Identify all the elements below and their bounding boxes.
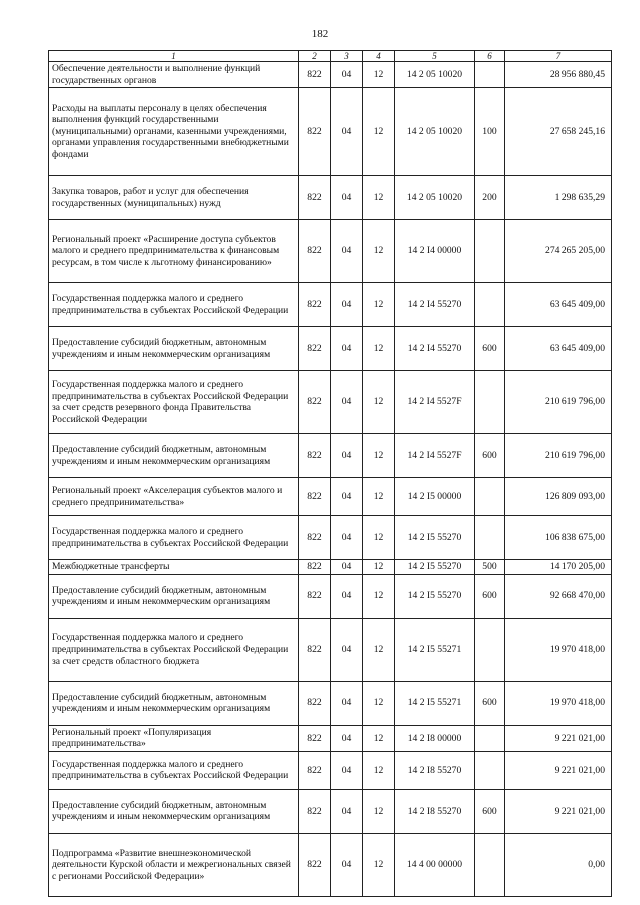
table-row: [49, 789, 612, 833]
row-target-article: 14 2 I4 5527F: [395, 434, 475, 478]
table-row: [49, 283, 612, 327]
header-row: [49, 51, 612, 62]
row-name: Предоставление субсидий бюджетным, автономным учреждениям и иным некоммерческим организациям: [49, 681, 299, 725]
row-name: Закупка товаров, работ и услуг для обеспечения государственных (муниципальных) нужд: [49, 176, 299, 220]
row-expense-type: [475, 516, 505, 560]
row-expense-type: 600: [475, 327, 505, 371]
row-amount: 9 221 021,00: [505, 725, 612, 751]
row-amount: 14 170 205,00: [505, 560, 612, 575]
row-section: 04: [331, 327, 363, 371]
row-admin-code: 822: [299, 88, 331, 176]
table-row: [49, 62, 612, 88]
row-admin-code: 822: [299, 560, 331, 575]
row-subsection: 12: [363, 478, 395, 516]
row-subsection: 12: [363, 176, 395, 220]
header-cell: 7: [505, 51, 612, 62]
table-row: [49, 618, 612, 681]
row-amount: 9 221 021,00: [505, 751, 612, 789]
row-subsection: 12: [363, 681, 395, 725]
table-row: [49, 833, 612, 896]
row-target-article: 14 2 I4 55270: [395, 283, 475, 327]
row-admin-code: 822: [299, 833, 331, 896]
row-expense-type: [475, 478, 505, 516]
row-target-article: 14 2 I5 55270: [395, 560, 475, 575]
row-admin-code: 822: [299, 516, 331, 560]
header-cell: 1: [49, 51, 299, 62]
row-expense-type: [475, 618, 505, 681]
row-expense-type: [475, 371, 505, 434]
table-row: [49, 681, 612, 725]
row-admin-code: 822: [299, 574, 331, 618]
row-target-article: 14 2 I4 5527F: [395, 371, 475, 434]
row-section: 04: [331, 516, 363, 560]
row-expense-type: [475, 220, 505, 283]
row-amount: 63 645 409,00: [505, 283, 612, 327]
row-name: Подпрограмма «Развитие внешнеэкономической деятельности Курской области и межрегиональных связей с регионами Российской Федерации»: [49, 833, 299, 896]
page-number: 182: [311, 28, 329, 40]
row-section: 04: [331, 574, 363, 618]
row-section: 04: [331, 751, 363, 789]
row-section: 04: [331, 220, 363, 283]
table-row: [49, 88, 612, 176]
row-subsection: 12: [363, 725, 395, 751]
row-name: Предоставление субсидий бюджетным, автономным учреждениям и иным некоммерческим организациям: [49, 789, 299, 833]
row-amount: 19 970 418,00: [505, 618, 612, 681]
row-section: 04: [331, 283, 363, 327]
row-section: 04: [331, 833, 363, 896]
row-target-article: 14 2 I5 55270: [395, 516, 475, 560]
row-target-article: 14 2 I4 00000: [395, 220, 475, 283]
row-admin-code: 822: [299, 478, 331, 516]
row-target-article: 14 2 I8 00000: [395, 725, 475, 751]
row-admin-code: 822: [299, 220, 331, 283]
table-row: [49, 434, 612, 478]
header-cell: 3: [331, 51, 363, 62]
row-name: Предоставление субсидий бюджетным, автономным учреждениям и иным некоммерческим организациям: [49, 574, 299, 618]
row-subsection: 12: [363, 574, 395, 618]
budget-table: [48, 50, 612, 897]
table-row: [49, 220, 612, 283]
row-target-article: 14 2 I5 00000: [395, 478, 475, 516]
row-section: 04: [331, 725, 363, 751]
row-section: 04: [331, 434, 363, 478]
row-name: Региональный проект «Расширение доступа субъектов малого и среднего предпринимательства к финансовым ресурсам, в том числе к льготному финансированию»: [49, 220, 299, 283]
row-target-article: 14 2 I8 55270: [395, 789, 475, 833]
row-section: 04: [331, 681, 363, 725]
row-subsection: 12: [363, 327, 395, 371]
table-row: [49, 560, 612, 575]
header-cell: 6: [475, 51, 505, 62]
row-subsection: 12: [363, 371, 395, 434]
row-admin-code: 822: [299, 176, 331, 220]
row-name: Государственная поддержка малого и среднего предпринимательства в субъектах Российской Федерации за счет средств резервного фонда Правительства Российской Федерации: [49, 371, 299, 434]
row-admin-code: 822: [299, 371, 331, 434]
row-name: Расходы на выплаты персоналу в целях обеспечения выполнения функций государственными (муниципальными) органами, казенными учреждениями, органами управления государственными внебюджетными фондами: [49, 88, 299, 176]
row-subsection: 12: [363, 516, 395, 560]
row-amount: 28 956 880,45: [505, 62, 612, 88]
row-section: 04: [331, 618, 363, 681]
row-section: 04: [331, 478, 363, 516]
row-admin-code: 822: [299, 751, 331, 789]
row-amount: 126 809 093,00: [505, 478, 612, 516]
row-expense-type: 500: [475, 560, 505, 575]
row-target-article: 14 2 05 10020: [395, 62, 475, 88]
row-admin-code: 822: [299, 789, 331, 833]
row-expense-type: 600: [475, 789, 505, 833]
row-subsection: 12: [363, 220, 395, 283]
row-admin-code: 822: [299, 434, 331, 478]
row-section: 04: [331, 789, 363, 833]
row-subsection: 12: [363, 88, 395, 176]
header-cell: 5: [395, 51, 475, 62]
table-row: [49, 327, 612, 371]
row-amount: 63 645 409,00: [505, 327, 612, 371]
row-subsection: 12: [363, 789, 395, 833]
row-expense-type: 600: [475, 681, 505, 725]
row-target-article: 14 2 I5 55271: [395, 681, 475, 725]
table-row: [49, 478, 612, 516]
table-row: [49, 516, 612, 560]
row-admin-code: 822: [299, 327, 331, 371]
row-expense-type: 100: [475, 88, 505, 176]
row-section: 04: [331, 62, 363, 88]
row-amount: 27 658 245,16: [505, 88, 612, 176]
table-row: [49, 574, 612, 618]
table-row: [49, 751, 612, 789]
row-name: Государственная поддержка малого и среднего предпринимательства в субъектах Российской Федерации за счет средств областного бюджета: [49, 618, 299, 681]
row-amount: 274 265 205,00: [505, 220, 612, 283]
row-subsection: 12: [363, 751, 395, 789]
row-amount: 92 668 470,00: [505, 574, 612, 618]
row-target-article: 14 2 05 10020: [395, 176, 475, 220]
row-expense-type: [475, 283, 505, 327]
row-amount: 0,00: [505, 833, 612, 896]
row-name: Предоставление субсидий бюджетным, автономным учреждениям и иным некоммерческим организациям: [49, 434, 299, 478]
row-amount: 19 970 418,00: [505, 681, 612, 725]
row-name: Региональный проект «Популяризация предпринимательства»: [49, 725, 299, 751]
row-admin-code: 822: [299, 618, 331, 681]
row-target-article: 14 2 I5 55270: [395, 574, 475, 618]
row-section: 04: [331, 560, 363, 575]
row-admin-code: 822: [299, 681, 331, 725]
row-subsection: 12: [363, 283, 395, 327]
row-expense-type: 200: [475, 176, 505, 220]
row-amount: 9 221 021,00: [505, 789, 612, 833]
row-section: 04: [331, 88, 363, 176]
table-row: [49, 176, 612, 220]
row-amount: 106 838 675,00: [505, 516, 612, 560]
row-subsection: 12: [363, 618, 395, 681]
row-name: Региональный проект «Акселерация субъектов малого и среднего предпринимательства»: [49, 478, 299, 516]
row-admin-code: 822: [299, 725, 331, 751]
row-admin-code: 822: [299, 62, 331, 88]
row-amount: 210 619 796,00: [505, 371, 612, 434]
row-expense-type: 600: [475, 574, 505, 618]
header-cell: 4: [363, 51, 395, 62]
row-subsection: 12: [363, 560, 395, 575]
row-amount: 210 619 796,00: [505, 434, 612, 478]
table-row: [49, 371, 612, 434]
row-name: Обеспечение деятельности и выполнение функций государственных органов: [49, 62, 299, 88]
row-name: Государственная поддержка малого и среднего предпринимательства в субъектах Российской Федерации: [49, 751, 299, 789]
header-cell: 2: [299, 51, 331, 62]
row-expense-type: [475, 62, 505, 88]
row-admin-code: 822: [299, 283, 331, 327]
row-expense-type: 600: [475, 434, 505, 478]
row-subsection: 12: [363, 62, 395, 88]
row-name: Государственная поддержка малого и среднего предпринимательства в субъектах Российской Федерации: [49, 516, 299, 560]
row-name: Государственная поддержка малого и среднего предпринимательства в субъектах Российской Федерации: [49, 283, 299, 327]
row-section: 04: [331, 371, 363, 434]
row-name: Предоставление субсидий бюджетным, автономным учреждениям и иным некоммерческим организациям: [49, 327, 299, 371]
row-expense-type: [475, 751, 505, 789]
row-target-article: 14 2 I8 55270: [395, 751, 475, 789]
row-expense-type: [475, 725, 505, 751]
row-amount: 1 298 635,29: [505, 176, 612, 220]
row-section: 04: [331, 176, 363, 220]
row-expense-type: [475, 833, 505, 896]
row-target-article: 14 2 05 10020: [395, 88, 475, 176]
row-target-article: 14 2 I5 55271: [395, 618, 475, 681]
row-subsection: 12: [363, 434, 395, 478]
row-target-article: 14 2 I4 55270: [395, 327, 475, 371]
row-name: Межбюджетные трансферты: [49, 560, 299, 575]
table-row: [49, 725, 612, 751]
row-subsection: 12: [363, 833, 395, 896]
row-target-article: 14 4 00 00000: [395, 833, 475, 896]
